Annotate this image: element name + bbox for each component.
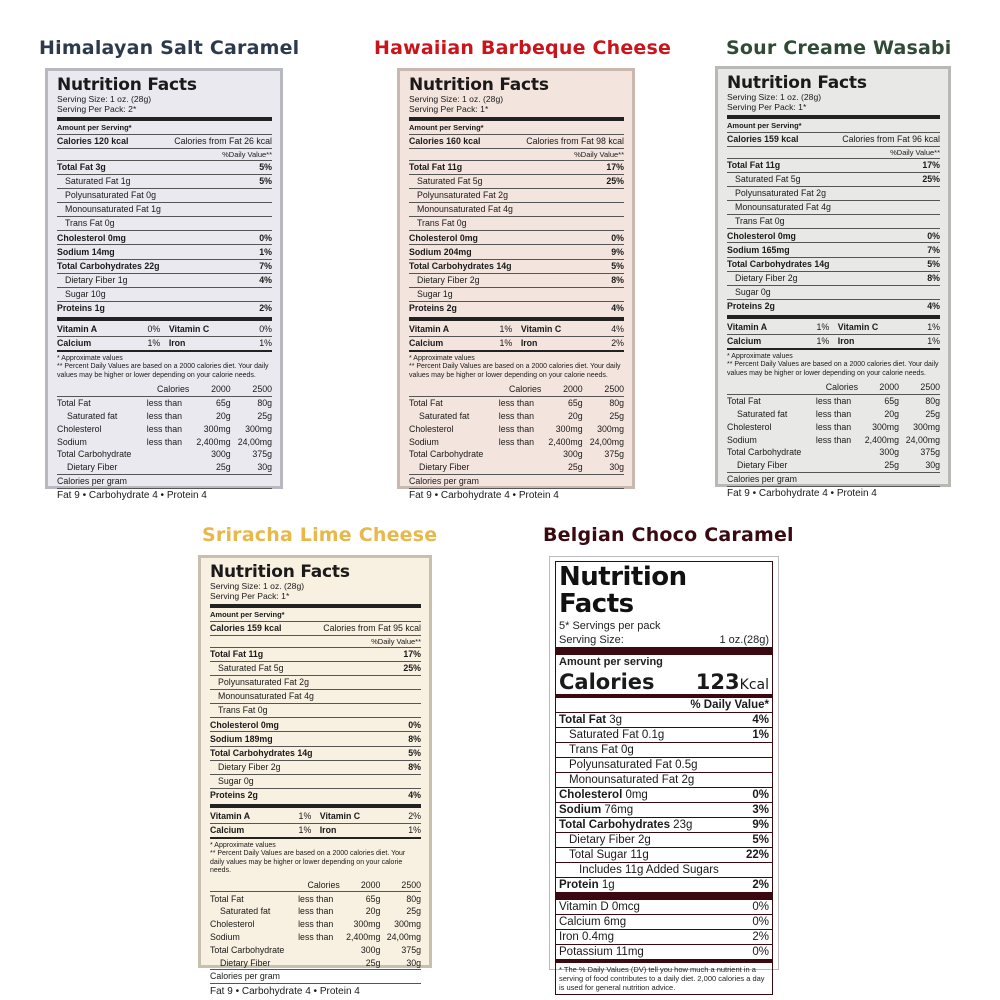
nutrient-row: Trans Fat 0g — [409, 217, 624, 231]
footnote: * Approximate values ** Percent Daily Values are based on a 2000 calories diet. Your daily values may be higher or lower depending on your calorie needs. — [210, 842, 406, 875]
nutrition-label-hawaiian — [397, 68, 635, 502]
footnote: * Approximate values ** Percent Daily Values are based on a 2000 calories diet. Your daily values may be higher or lower depending on your calorie needs. — [57, 355, 269, 379]
calories-row: Calories 160 kcal Calories from Fat 98 kcal — [409, 135, 624, 149]
nutrient-row: Dietary Fiber 2g 5% — [556, 832, 772, 847]
nutrient-row: Cholesterol 0mg 0% — [556, 787, 772, 802]
daily-value-table: Calories 2000 2500 Total Fat less than 65g 80g Saturated fat less than 20g 25g Cholesterol less than 300mg 300mg Sodium less than 2,400mg 24,00mg Total Carbohydrate 300g 375g Dietary Fiber 25g 30g — [57, 384, 272, 473]
nutrient-row: Proteins 1g 2% — [57, 303, 272, 314]
serving-per-pack: Serving Per Pack: 1* — [727, 101, 807, 112]
nutrient-row: Sugar 1g — [409, 288, 624, 302]
nutrient-row: Total Carbohydrates 23g 9% — [556, 817, 772, 832]
vitamin-row: Vitamin A 1% Vitamin C 1% — [727, 321, 940, 335]
nutrient-row: Total Sugar 11g 22% — [556, 847, 772, 862]
nutrient-row: Monounsaturated Fat 4g — [409, 203, 624, 217]
serving-size: Serving Size: 1 oz. (28g) — [210, 581, 305, 591]
per-gram-values: Fat 9 • Carbohydrate 4 • Protein 4 — [409, 490, 559, 502]
nutrient-row: Includes 11g Added Sugars — [556, 862, 772, 877]
calories-per-gram: Calories per gram — [727, 472, 940, 487]
product-title-sriracha: Sriracha Lime Cheese — [202, 524, 438, 546]
nutrient-row: Monounsaturated Fat 4g — [210, 690, 421, 704]
nutrient-row: Trans Fat 0g — [57, 217, 272, 231]
footnote: * Approximate values ** Percent Daily Values are based on a 2000 calories diet. Your daily values may be higher or lower depending on your calorie needs. — [727, 353, 939, 377]
nutrient-row: Total Fat 11g 17% — [727, 159, 940, 173]
nutrient-row: Polyunsaturated Fat 2g — [727, 187, 940, 201]
per-gram-values: Fat 9 • Carbohydrate 4 • Protein 4 — [727, 488, 877, 500]
product-title-wasabi: Sour Creame Wasabi — [726, 37, 952, 59]
nutrition-label-sriracha — [198, 555, 432, 997]
serving-size: Serving Size: 1 oz. (28g) — [727, 92, 822, 102]
nutrient-row: Monounsaturated Fat 1g — [57, 203, 272, 217]
nutrient-row: Sodium 165mg 7% — [727, 243, 940, 257]
nutrient-row: Trans Fat 0g — [556, 742, 772, 757]
amount-per-serving: Amount per Serving* — [409, 123, 624, 135]
mineral-row: Calcium 1% Iron 2% — [409, 337, 624, 352]
nutrient-row: Total Fat 11g 17% — [409, 161, 624, 175]
mineral-row: Calcium 1% Iron 1% — [57, 337, 272, 352]
nutrition-facts-title: Nutrition Facts — [727, 73, 867, 93]
calories-per-gram: Calories per gram — [57, 474, 272, 489]
nutrient-row: Trans Fat 0g — [727, 215, 940, 229]
nutrient-row: Dietary Fiber 2g 8% — [409, 274, 624, 288]
mineral-row: Calcium 1% Iron 1% — [727, 335, 940, 350]
per-gram-values: Fat 9 • Carbohydrate 4 • Protein 4 — [210, 985, 360, 997]
nutrient-row: Monounsaturated Fat 4g — [727, 201, 940, 215]
calories-row: Calories 159 kcal Calories from Fat 95 kcal — [210, 622, 421, 636]
nutrient-row: Sugar 0g — [727, 286, 940, 300]
amount-per-serving: Amount per Serving* — [210, 610, 421, 622]
daily-value-header: %Daily Value** — [727, 147, 940, 159]
amount-per-serving: Amount per Serving* — [57, 123, 272, 135]
nutrient-row: Saturated Fat 5g 25% — [727, 173, 940, 187]
calories-per-gram: Calories per gram — [409, 474, 624, 489]
amount-per-serving: Amount per Serving* — [727, 121, 940, 133]
nutrient-row: Trans Fat 0g — [210, 704, 421, 718]
servings-per-pack: 5* Servings per pack — [559, 619, 661, 632]
nutrient-row: Protein 1g 2% — [556, 877, 772, 892]
nutrition-label-himalayan — [45, 68, 283, 502]
nutrient-row: Saturated Fat 1g 5% — [57, 175, 272, 189]
nutrient-row: Proteins 2g 4% — [210, 790, 421, 801]
nutrient-row: Proteins 2g 4% — [409, 303, 624, 314]
amount-per-serving: Amount per serving — [559, 655, 663, 668]
nutrient-row: Sodium 14mg 1% — [57, 245, 272, 259]
nutrient-row: Total Fat 3g 5% — [57, 161, 272, 175]
nutrient-row: Saturated Fat 5g 25% — [409, 175, 624, 189]
nutrient-row: Sodium 76mg 3% — [556, 802, 772, 817]
vitamin-row: Vitamin A 0% Vitamin C 0% — [57, 323, 272, 337]
serving-size: Serving Size: 1 oz. (28g) — [57, 94, 152, 104]
nutrient-row: Total Carbohydrates 14g 5% — [727, 258, 940, 272]
nutrient-row: Cholesterol 0mg 0% — [57, 231, 272, 245]
calories-per-gram: Calories per gram — [210, 969, 421, 984]
nutrient-row: Cholesterol 0mg 0% — [210, 718, 421, 732]
daily-value-header: %Daily Value** — [57, 149, 272, 161]
nutrient-row: Dietary Fiber 1g 4% — [57, 274, 272, 288]
nutrition-facts-title: Nutrition Facts — [210, 562, 350, 582]
nutrient-row: Total Carbohydrates 14g 5% — [210, 747, 421, 761]
serving-per-pack: Serving Per Pack: 1* — [409, 103, 489, 114]
nutrition-label-wasabi — [715, 66, 951, 500]
mineral-row: Calcium 1% Iron 1% — [210, 824, 421, 839]
nutrient-row: Total Carbohydrates 22g 7% — [57, 260, 272, 274]
nutrient-row: Sodium 204mg 9% — [409, 245, 624, 259]
daily-value-header: %Daily Value** — [210, 636, 421, 648]
calories-row: Calories 159 kcal Calories from Fat 96 kcal — [727, 133, 940, 147]
daily-value-header: %Daily Value** — [409, 149, 624, 161]
serving-per-pack: Serving Per Pack: 2* — [57, 103, 137, 114]
nutrient-row: Proteins 2g 4% — [727, 301, 940, 312]
nutrient-row: Sugar 10g — [57, 288, 272, 302]
daily-value-table: Calories 2000 2500 Total Fat less than 65g 80g Saturated fat less than 20g 25g Cholesterol less than 300mg 300mg Sodium less than 2,400mg 24,00mg Total Carbohydrate 300g 375g Dietary Fiber 25g 30g — [210, 879, 421, 968]
daily-value-table: Calories 2000 2500 Total Fat less than 65g 80g Saturated fat less than 20g 25g Cholesterol less than 300mg 300mg Sodium less than 2,400mg 24,00mg Total Carbohydrate 300g 375g Dietary Fiber 25g 30g — [409, 384, 624, 473]
nutrition-facts-title: Nutrition Facts — [57, 75, 197, 95]
vitamin-row: Vitamin A 1% Vitamin C 2% — [210, 810, 421, 824]
calories-row: Calories 120 kcal Calories from Fat 26 kcal — [57, 135, 272, 149]
footnote: * Approximate values ** Percent Daily Values are based on a 2000 calories diet. Your daily values may be higher or lower depending on your calorie needs. — [409, 355, 621, 379]
nutrient-row: Cholesterol 0mg 0% — [727, 229, 940, 243]
nutrient-row: Sodium 189mg 8% — [210, 732, 421, 746]
nutrition-label-belgian — [549, 556, 779, 992]
nutrient-row: Cholesterol 0mg 0% — [409, 231, 624, 245]
nutrition-facts-title: Nutrition Facts — [559, 562, 687, 620]
calories-row: Calories 123Kcal — [559, 669, 769, 694]
nutrient-row: Saturated Fat 0.1g 1% — [556, 727, 772, 742]
nutrient-row: Total Fat 3g 4% — [556, 712, 772, 727]
vitamin-row: Potassium 11mg 0% — [556, 944, 772, 959]
nutrient-row: Total Carbohydrates 14g 5% — [409, 260, 624, 274]
vitamin-row: Vitamin D 0mcg 0% — [559, 900, 769, 913]
nutrient-row: Polyunsaturated Fat 0.5g — [556, 757, 772, 772]
nutrient-row: Polyunsaturated Fat 0g — [57, 189, 272, 203]
product-title-himalayan: Himalayan Salt Caramel — [39, 37, 300, 59]
nutrient-row: Dietary Fiber 2g 8% — [727, 272, 940, 286]
vitamin-row: Iron 0.4mg 2% — [556, 929, 772, 944]
nutrient-row: Total Fat 11g 17% — [210, 648, 421, 662]
nutrition-facts-title: Nutrition Facts — [409, 75, 549, 95]
nutrient-row: Dietary Fiber 2g 8% — [210, 761, 421, 775]
product-title-belgian: Belgian Choco Caramel — [543, 524, 794, 546]
nutrient-row: Sugar 0g — [210, 775, 421, 789]
daily-value-header: % Daily Value* — [690, 698, 769, 711]
vitamin-row: Vitamin A 1% Vitamin C 4% — [409, 323, 624, 337]
serving-size: Serving Size: 1 oz. (28g) — [409, 94, 504, 104]
nutrient-row: Polyunsaturated Fat 2g — [409, 189, 624, 203]
product-title-hawaiian: Hawaiian Barbeque Cheese — [374, 37, 672, 59]
vitamin-row: Calcium 6mg 0% — [556, 914, 772, 929]
serving-per-pack: Serving Per Pack: 1* — [210, 590, 290, 601]
serving-size: Serving Size: 1 oz.(28g) — [559, 633, 769, 646]
per-gram-values: Fat 9 • Carbohydrate 4 • Protein 4 — [57, 490, 207, 502]
nutrient-row: Monounsaturated Fat 2g — [556, 772, 772, 787]
nutrient-row: Saturated Fat 5g 25% — [210, 662, 421, 676]
footnote: * The % Daily Values (DV) tell you how much a nutrient in a serving of food contributes to a daily diet. 2,000 calories a day is used for general nutrition advice. — [559, 964, 765, 992]
nutrient-row: Polyunsaturated Fat 2g — [210, 676, 421, 690]
daily-value-table: Calories 2000 2500 Total Fat less than 65g 80g Saturated fat less than 20g 25g Cholesterol less than 300mg 300mg Sodium less than 2,400mg 24,00mg Total Carbohydrate 300g 375g Dietary Fiber 25g 30g — [727, 382, 940, 471]
